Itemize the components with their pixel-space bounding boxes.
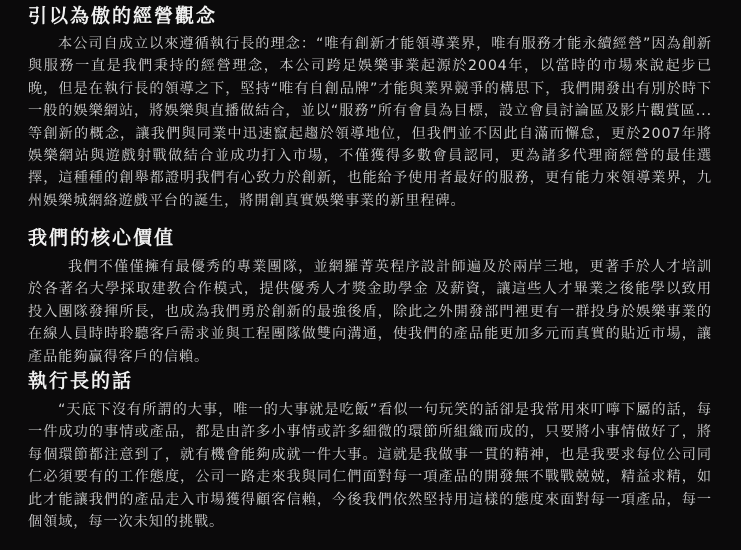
section-title-ceo-message: 執行長的話: [28, 370, 134, 392]
section-title-core-values: 我們的核心價值: [28, 227, 176, 249]
section-body-business-philosophy: 本公司自成立以來遵循執行長的理念：“唯有創新才能領導業界，唯有服務才能永續經營”因為創新與服務一直是我們秉持的經營理念，本公司跨足娛樂事業起源於2004年，以當時的市場來說起步已晚，但是在執行長的領導之下，堅持“唯有自創品牌”才能與業界競爭的構思下，我們開發出有別於時下一般的娛樂網站，將娛樂與直播做結合，並以“服務”所有會員為目標，設立會員討論區及影片觀賞區...等創新的概念，讓我們與同業中迅速竄起趨於領導地位，但我們並不因此自滿而懈怠，更於2007年將娛樂網站與遊戲射戰做結合並成功打入市場，不僅獲得多數會員認同，更為諸多代理商經營的最佳選擇，這種種的創舉都證明我們有心致力於創新，也能給予使用者最好的服務，更有能力來領導業界，九州娛樂城網絡遊戲平台的誕生，將開創真實娛樂事業的新里程碑。: [28, 36, 712, 209]
section-body-ceo-message: “天底下沒有所謂的大事，唯一的大事就是吃飯”看似一句玩笑的話卻是我常用來叮嚀下屬的話，每一件成功的事情或產品，都是由許多小事情或許多細微的環節所組織而成的，只要將小事情做好了，將每個環節都注意到了，就有機會能夠成就一件大事。這就是我做事一貫的精神，也是我要求每位公司同仁必須要有的工作態度，公司一路走來我與同仁們面對每一項產品的開發無不戰戰兢兢，精益求精，如此才能讓我們的產品走入市場獲得顧客信賴，今後我們依然堅持用這樣的態度來面對每一項產品，每一個領域，每一次未知的挑戰。: [28, 402, 712, 531]
section-body-core-values: 我們不僅僅擁有最優秀的專業團隊，並網羅菁英程序設計師遍及於兩岸三地，更著手於人才培訓於各著名大學採取建教合作模式，提供優秀人才獎金助學金 及薪資，讓這些人才畢業之後能學以致用投入團隊發揮所長，也成為我們勇於創新的最強後盾，除此之外開發部門裡更有一群投身於娛樂事業的在線人員時時聆聽客戶需求並與工程團隊做雙向溝通，使我們的產品能更加多元而真實的貼近市場，讓產品能夠贏得客戶的信賴。: [28, 259, 712, 365]
section-title-business-philosophy: 引以為傲的經營觀念: [28, 5, 218, 27]
